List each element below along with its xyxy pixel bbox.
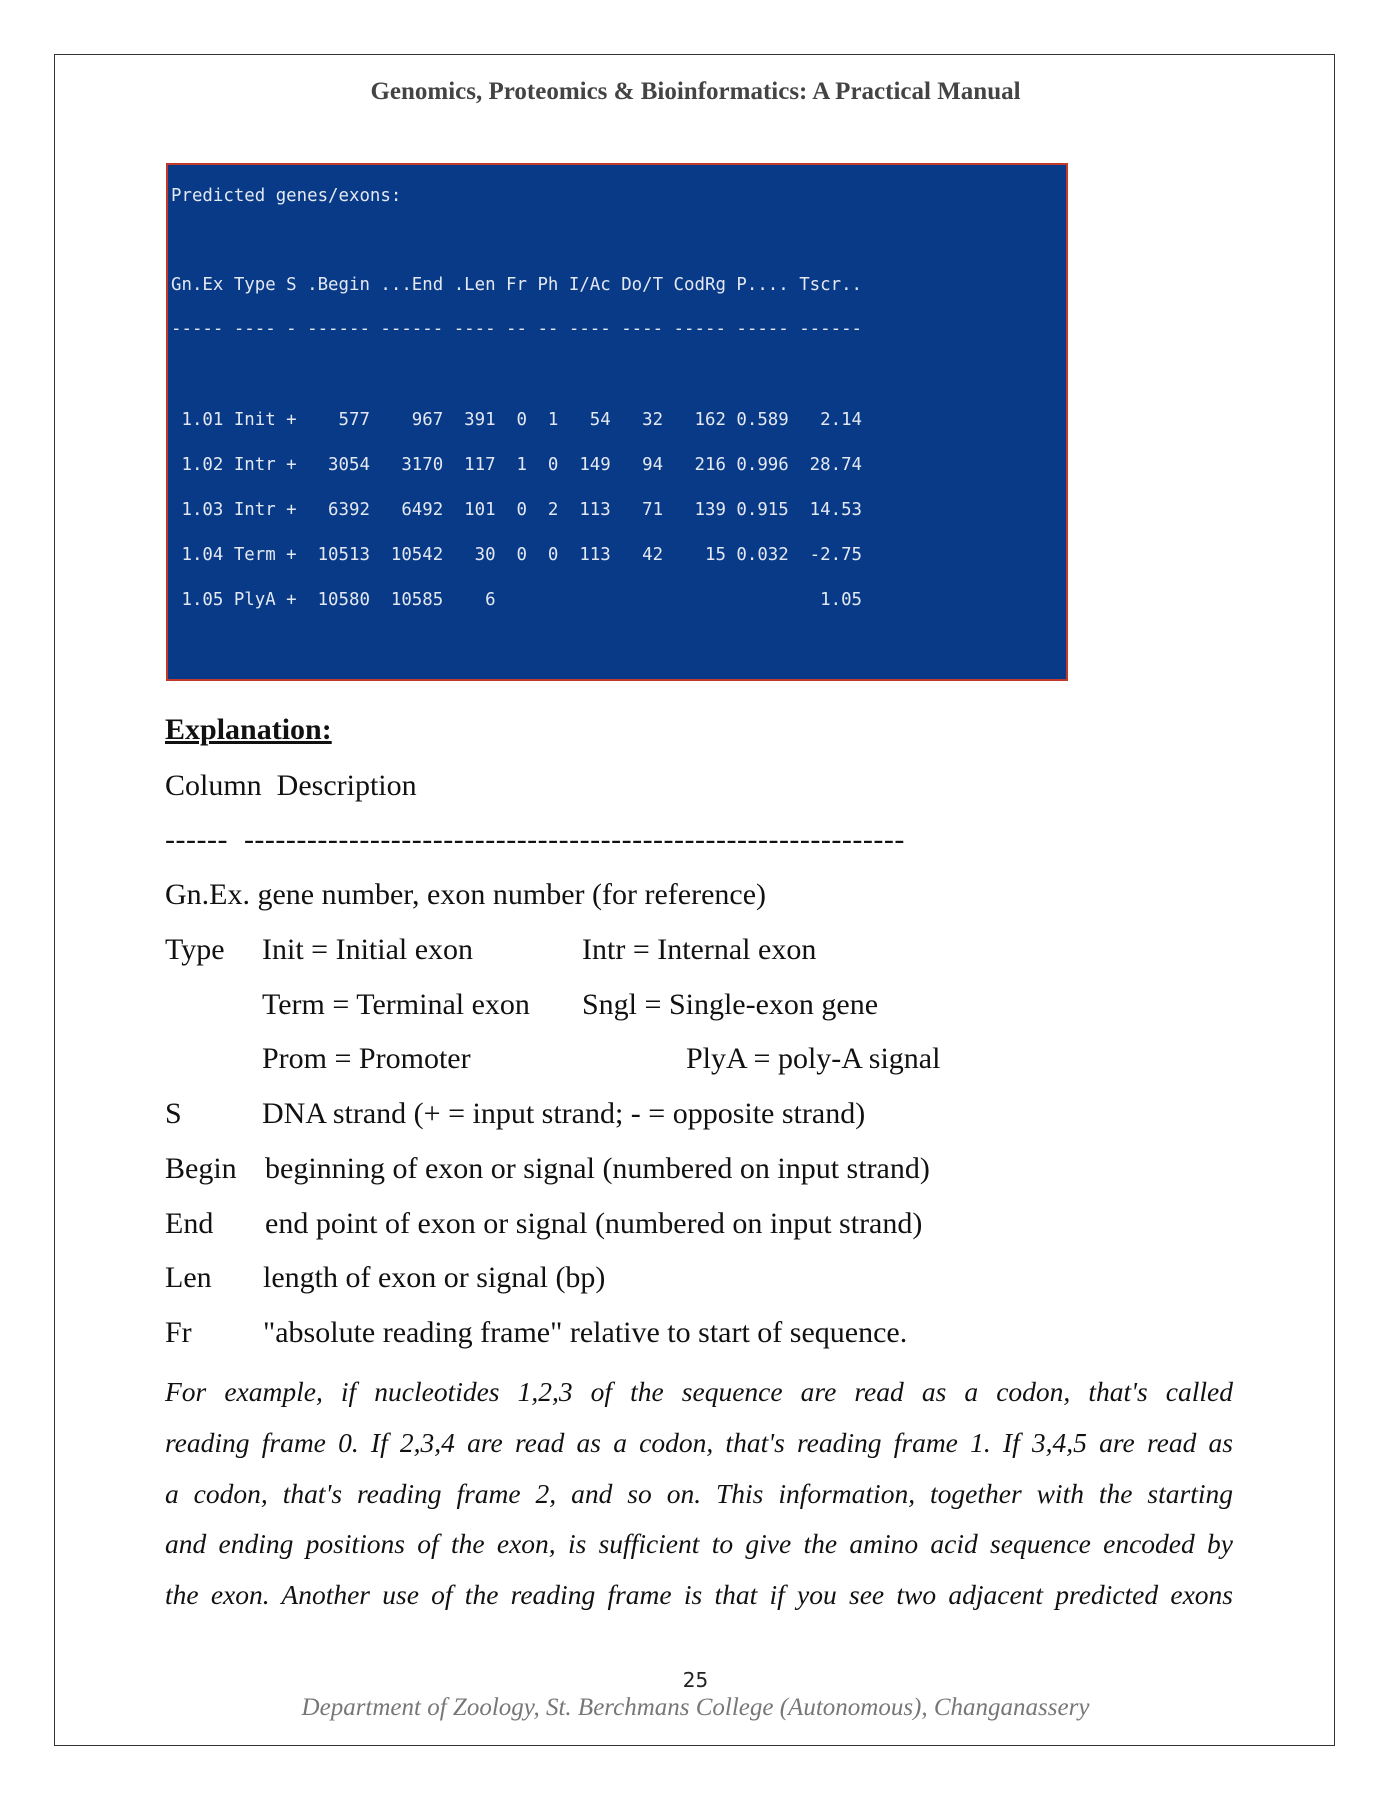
console-column-header: Gn.Ex Type S .Begin ...End .Len Fr Ph I/Ac Do/T CodRg P.... Tscr.. [171, 275, 863, 295]
end-description: end point of exon or signal (numbered on input strand) [265, 1207, 923, 1240]
end-label: End [165, 1207, 214, 1240]
type-sngl: Sngl = Single-exon gene [582, 988, 879, 1021]
len-description: length of exon or signal (bp) [263, 1261, 606, 1294]
s-label: S [165, 1097, 182, 1130]
type-intr: Intr = Internal exon [582, 933, 817, 966]
type-prom: Prom = Promoter [262, 1042, 471, 1075]
console-row: 1.01 Init + 577 967 391 0 1 54 32 162 0.589 2.14 [171, 410, 863, 430]
len-label: Len [165, 1261, 212, 1294]
fr-label: Fr [165, 1316, 192, 1349]
begin-description: beginning of exon or signal (numbered on input strand) [265, 1152, 930, 1185]
dash-separator: ------ --------------------------------------------------------------- [165, 823, 905, 856]
console-row: 1.04 Term + 10513 10542 30 0 0 113 42 15 0.032 -2.75 [171, 545, 863, 565]
fr-description: "absolute reading frame" relative to start of sequence. [263, 1316, 908, 1349]
page-number: 25 [682, 1668, 709, 1692]
explanation-heading: Explanation: [165, 713, 332, 746]
console-row: 1.03 Intr + 6392 6492 101 0 2 113 71 139 0.915 14.53 [171, 500, 863, 520]
gnex-description: Gn.Ex. gene number, exon number (for reference) [165, 878, 767, 911]
paragraph-line: reading frame 0. If 2,3,4 are read as a codon, that's reading frame 1. If 3,4,5 are read as [165, 1427, 1233, 1458]
console-output-panel [166, 163, 1068, 681]
console-heading: Predicted genes/exons: [171, 186, 402, 206]
begin-label: Begin [165, 1152, 237, 1185]
type-term: Term = Terminal exon [262, 988, 530, 1021]
console-separator: ----- ---- - ------ ------ ---- -- -- ---- ---- ----- ----- ------ [171, 319, 863, 339]
page-header-title: Genomics, Proteomics & Bioinformatics: A Practical Manual [370, 78, 1021, 105]
paragraph-line: the exon. Another use of the reading frame is that if you see two adjacent predicted exons [165, 1579, 1233, 1610]
console-row: 1.02 Intr + 3054 3170 117 1 0 149 94 216 0.996 28.74 [171, 455, 863, 475]
s-description: DNA strand (+ = input strand; - = opposite strand) [262, 1097, 866, 1130]
column-description-header: Column Description [165, 769, 417, 802]
type-label: Type [165, 933, 225, 966]
page-footer: Department of Zoology, St. Berchmans College (Autonomous), Changanassery [301, 1694, 1090, 1721]
paragraph-line: and ending positions of the exon, is sufficient to give the amino acid sequence encoded by [165, 1528, 1233, 1559]
type-init: Init = Initial exon [262, 933, 474, 966]
paragraph-line: a codon, that's reading frame 2, and so on. This information, together with the starting [165, 1478, 1233, 1509]
console-row: 1.05 PlyA + 10580 10585 6 1.05 [171, 590, 863, 610]
type-plya: PlyA = poly-A signal [686, 1042, 941, 1075]
paragraph-line: For example, if nucleotides 1,2,3 of the sequence are read as a codon, that's called [165, 1376, 1233, 1407]
